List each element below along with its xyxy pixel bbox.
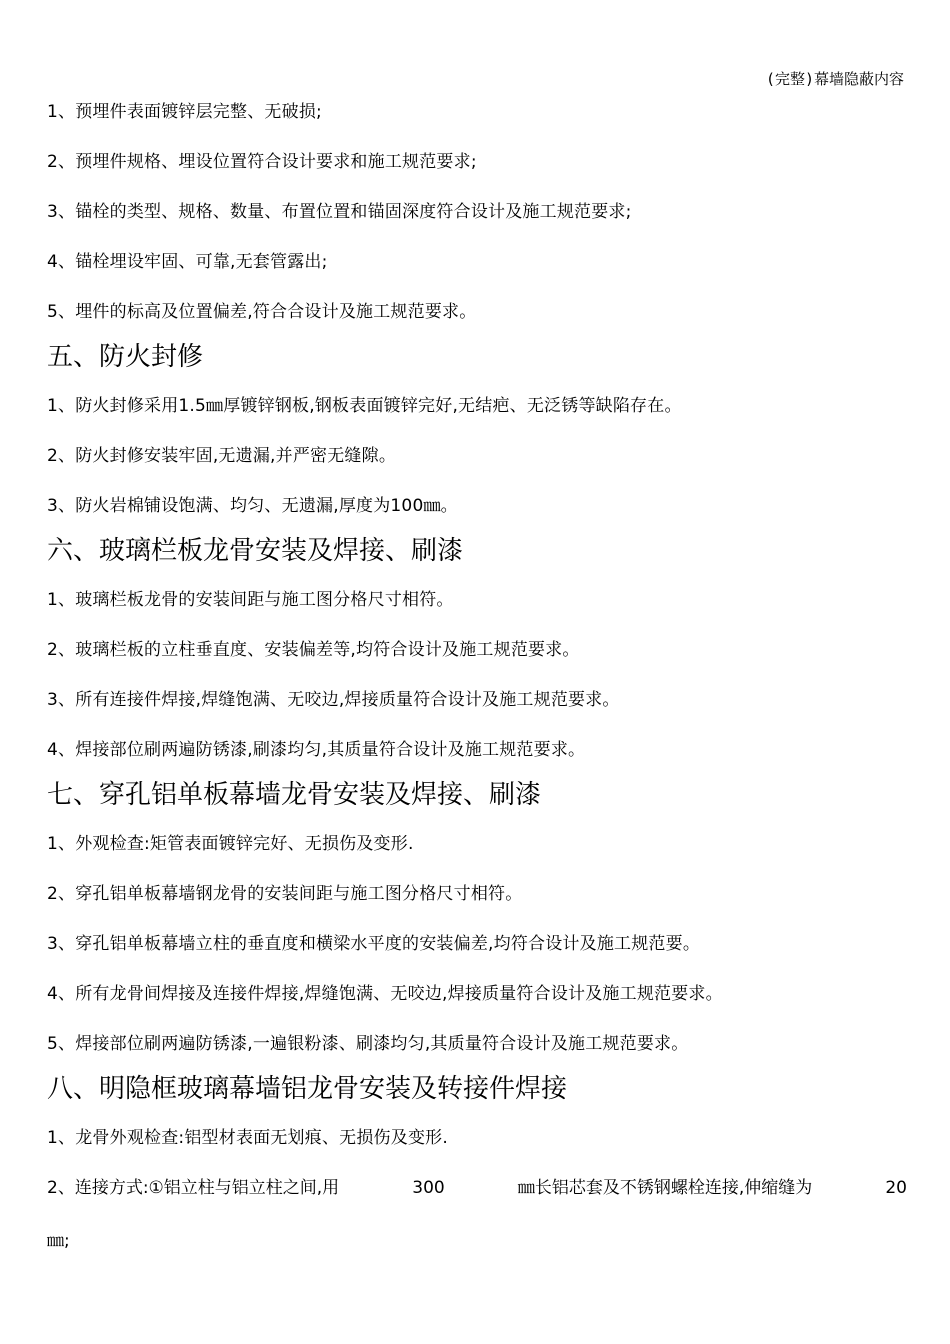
list-item-connection bbox=[47, 1170, 907, 1207]
list-item: 1、预埋件表面镀锌层完整、无破损; bbox=[47, 102, 322, 122]
list-item: 1、龙骨外观检查:铝型材表面无划痕、无损伤及变形. bbox=[47, 1128, 448, 1148]
list-item: 3、锚栓的类型、规格、数量、布置位置和锚固深度符合设计及施工规范要求; bbox=[47, 202, 632, 222]
connection-text-a: 2、连接方式:①铝立柱与铝立柱之间,用 bbox=[47, 1178, 340, 1198]
list-item: 3、穿孔铝单板幕墙立柱的垂直度和横梁水平度的安装偏差,均符合设计及施工规范要。 bbox=[47, 934, 701, 954]
list-item: 5、埋件的标高及位置偏差,符合合设计及施工规范要求。 bbox=[47, 302, 477, 322]
section-heading-perforated-aluminum: 七、穿孔铝单板幕墙龙骨安装及焊接、刷漆 bbox=[47, 780, 542, 810]
list-item: 2、穿孔铝单板幕墙钢龙骨的安装间距与施工图分格尺寸相符。 bbox=[47, 884, 523, 904]
section-heading-fire-sealing: 五、防火封修 bbox=[47, 342, 204, 372]
list-item: 4、锚栓埋设牢固、可靠,无套管露出; bbox=[47, 252, 328, 272]
section-heading-glass-curtain-wall: 八、明隐框玻璃幕墙铝龙骨安装及转接件焊接 bbox=[47, 1074, 568, 1104]
connection-text-d: 20 bbox=[885, 1178, 907, 1198]
document-body bbox=[47, 94, 909, 1260]
list-item: 1、外观检查:矩管表面镀锌完好、无损伤及变形. bbox=[47, 834, 414, 854]
connection-text-continuation: ㎜; bbox=[47, 1231, 70, 1251]
list-item: 2、防火封修安装牢固,无遗漏,并严密无缝隙。 bbox=[47, 446, 397, 466]
list-item: 4、焊接部位刷两遍防锈漆,刷漆均匀,其质量符合设计及施工规范要求。 bbox=[47, 740, 586, 760]
list-item: 2、玻璃栏板的立柱垂直度、安装偏差等,均符合设计及施工规范要求。 bbox=[47, 640, 580, 660]
connection-text-b: 300 bbox=[412, 1178, 445, 1198]
list-item: 2、预埋件规格、埋设位置符合设计要求和施工规范要求; bbox=[47, 152, 477, 172]
section-heading-glass-railing: 六、玻璃栏板龙骨安装及焊接、刷漆 bbox=[47, 536, 464, 566]
list-item: 5、焊接部位刷两遍防锈漆,一遍银粉漆、刷漆均匀,其质量符合设计及施工规范要求。 bbox=[47, 1034, 689, 1054]
document-header-note: (完整)幕墙隐蔽内容 bbox=[765, 70, 904, 88]
list-item: 1、玻璃栏板龙骨的安装间距与施工图分格尺寸相符。 bbox=[47, 590, 454, 610]
connection-text-c: ㎜长铝芯套及不锈钢螺栓连接,伸缩缝为 bbox=[517, 1178, 813, 1198]
list-item: 4、所有龙骨间焊接及连接件焊接,焊缝饱满、无咬边,焊接质量符合设计及施工规范要求。 bbox=[47, 984, 723, 1004]
list-item: 3、所有连接件焊接,焊缝饱满、无咬边,焊接质量符合设计及施工规范要求。 bbox=[47, 690, 620, 710]
list-item: 3、防火岩棉铺设饱满、均匀、无遗漏,厚度为100㎜。 bbox=[47, 496, 458, 516]
list-item: 1、防火封修采用1.5㎜厚镀锌钢板,钢板表面镀锌完好,无结疤、无泛锈等缺陷存在。 bbox=[47, 396, 682, 416]
